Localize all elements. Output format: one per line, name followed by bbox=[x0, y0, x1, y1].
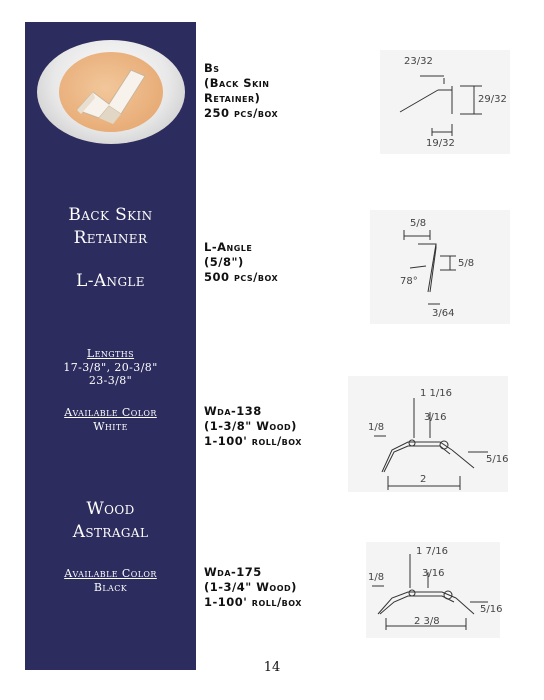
wda-138-profile-diagram bbox=[348, 376, 508, 492]
bs-profile-diagram bbox=[380, 50, 510, 154]
product-wda-175-info: Wda-175 (1-3/4" Wood) 1-100' roll/box bbox=[204, 565, 302, 609]
svg-text:5/16: 5/16 bbox=[480, 604, 503, 615]
svg-text:3/16: 3/16 bbox=[424, 412, 447, 423]
product-l-angle-info: L-Angle (5/8") 500 pcs/box bbox=[204, 240, 279, 284]
product-wda-138-info: Wda-138 (1-3/8" Wood) 1-100' roll/box bbox=[204, 404, 302, 448]
svg-text:2: 2 bbox=[420, 474, 427, 485]
wda-175-profile-diagram bbox=[366, 542, 503, 638]
svg-text:1/8: 1/8 bbox=[368, 572, 385, 583]
svg-text:1 1/16: 1 1/16 bbox=[420, 388, 452, 399]
svg-text:19/32: 19/32 bbox=[426, 138, 455, 149]
svg-text:3/16: 3/16 bbox=[422, 568, 445, 579]
available-color-value: White bbox=[93, 420, 128, 433]
svg-text:78°: 78° bbox=[400, 276, 418, 287]
svg-text:2 3/8: 2 3/8 bbox=[414, 616, 440, 627]
logo-badge bbox=[59, 52, 163, 132]
available-color-heading: Available Color bbox=[64, 406, 157, 419]
product-bs-info: Bs (Back Skin Retainer) 250 pcs/box bbox=[204, 61, 279, 120]
svg-text:5/8: 5/8 bbox=[410, 218, 427, 229]
product-group-l-angle: L-Angle bbox=[76, 271, 145, 291]
l-angle-profile-diagram bbox=[370, 210, 510, 324]
sidebar-panel bbox=[25, 22, 196, 670]
product-group-wood-astragal: Wood Astragal bbox=[72, 499, 149, 542]
svg-text:5/16: 5/16 bbox=[486, 454, 509, 465]
svg-text:3/64: 3/64 bbox=[432, 308, 455, 319]
available-color-value-2: Black bbox=[93, 581, 128, 594]
lengths-heading: Lengths bbox=[86, 347, 135, 360]
svg-text:23/32: 23/32 bbox=[404, 56, 433, 67]
lengths-values: 17-3/8", 20-3/8" 23-3/8" bbox=[63, 361, 158, 387]
svg-text:1/8: 1/8 bbox=[368, 422, 385, 433]
page-number: 14 bbox=[263, 660, 281, 675]
svg-text:29/32: 29/32 bbox=[478, 94, 507, 105]
product-logo bbox=[37, 40, 185, 144]
product-group-back-skin-retainer: Back Skin Retainer bbox=[68, 205, 153, 248]
svg-text:1 7/16: 1 7/16 bbox=[416, 546, 448, 557]
svg-text:5/8: 5/8 bbox=[458, 258, 475, 269]
available-color-heading-2: Available Color bbox=[64, 567, 157, 580]
